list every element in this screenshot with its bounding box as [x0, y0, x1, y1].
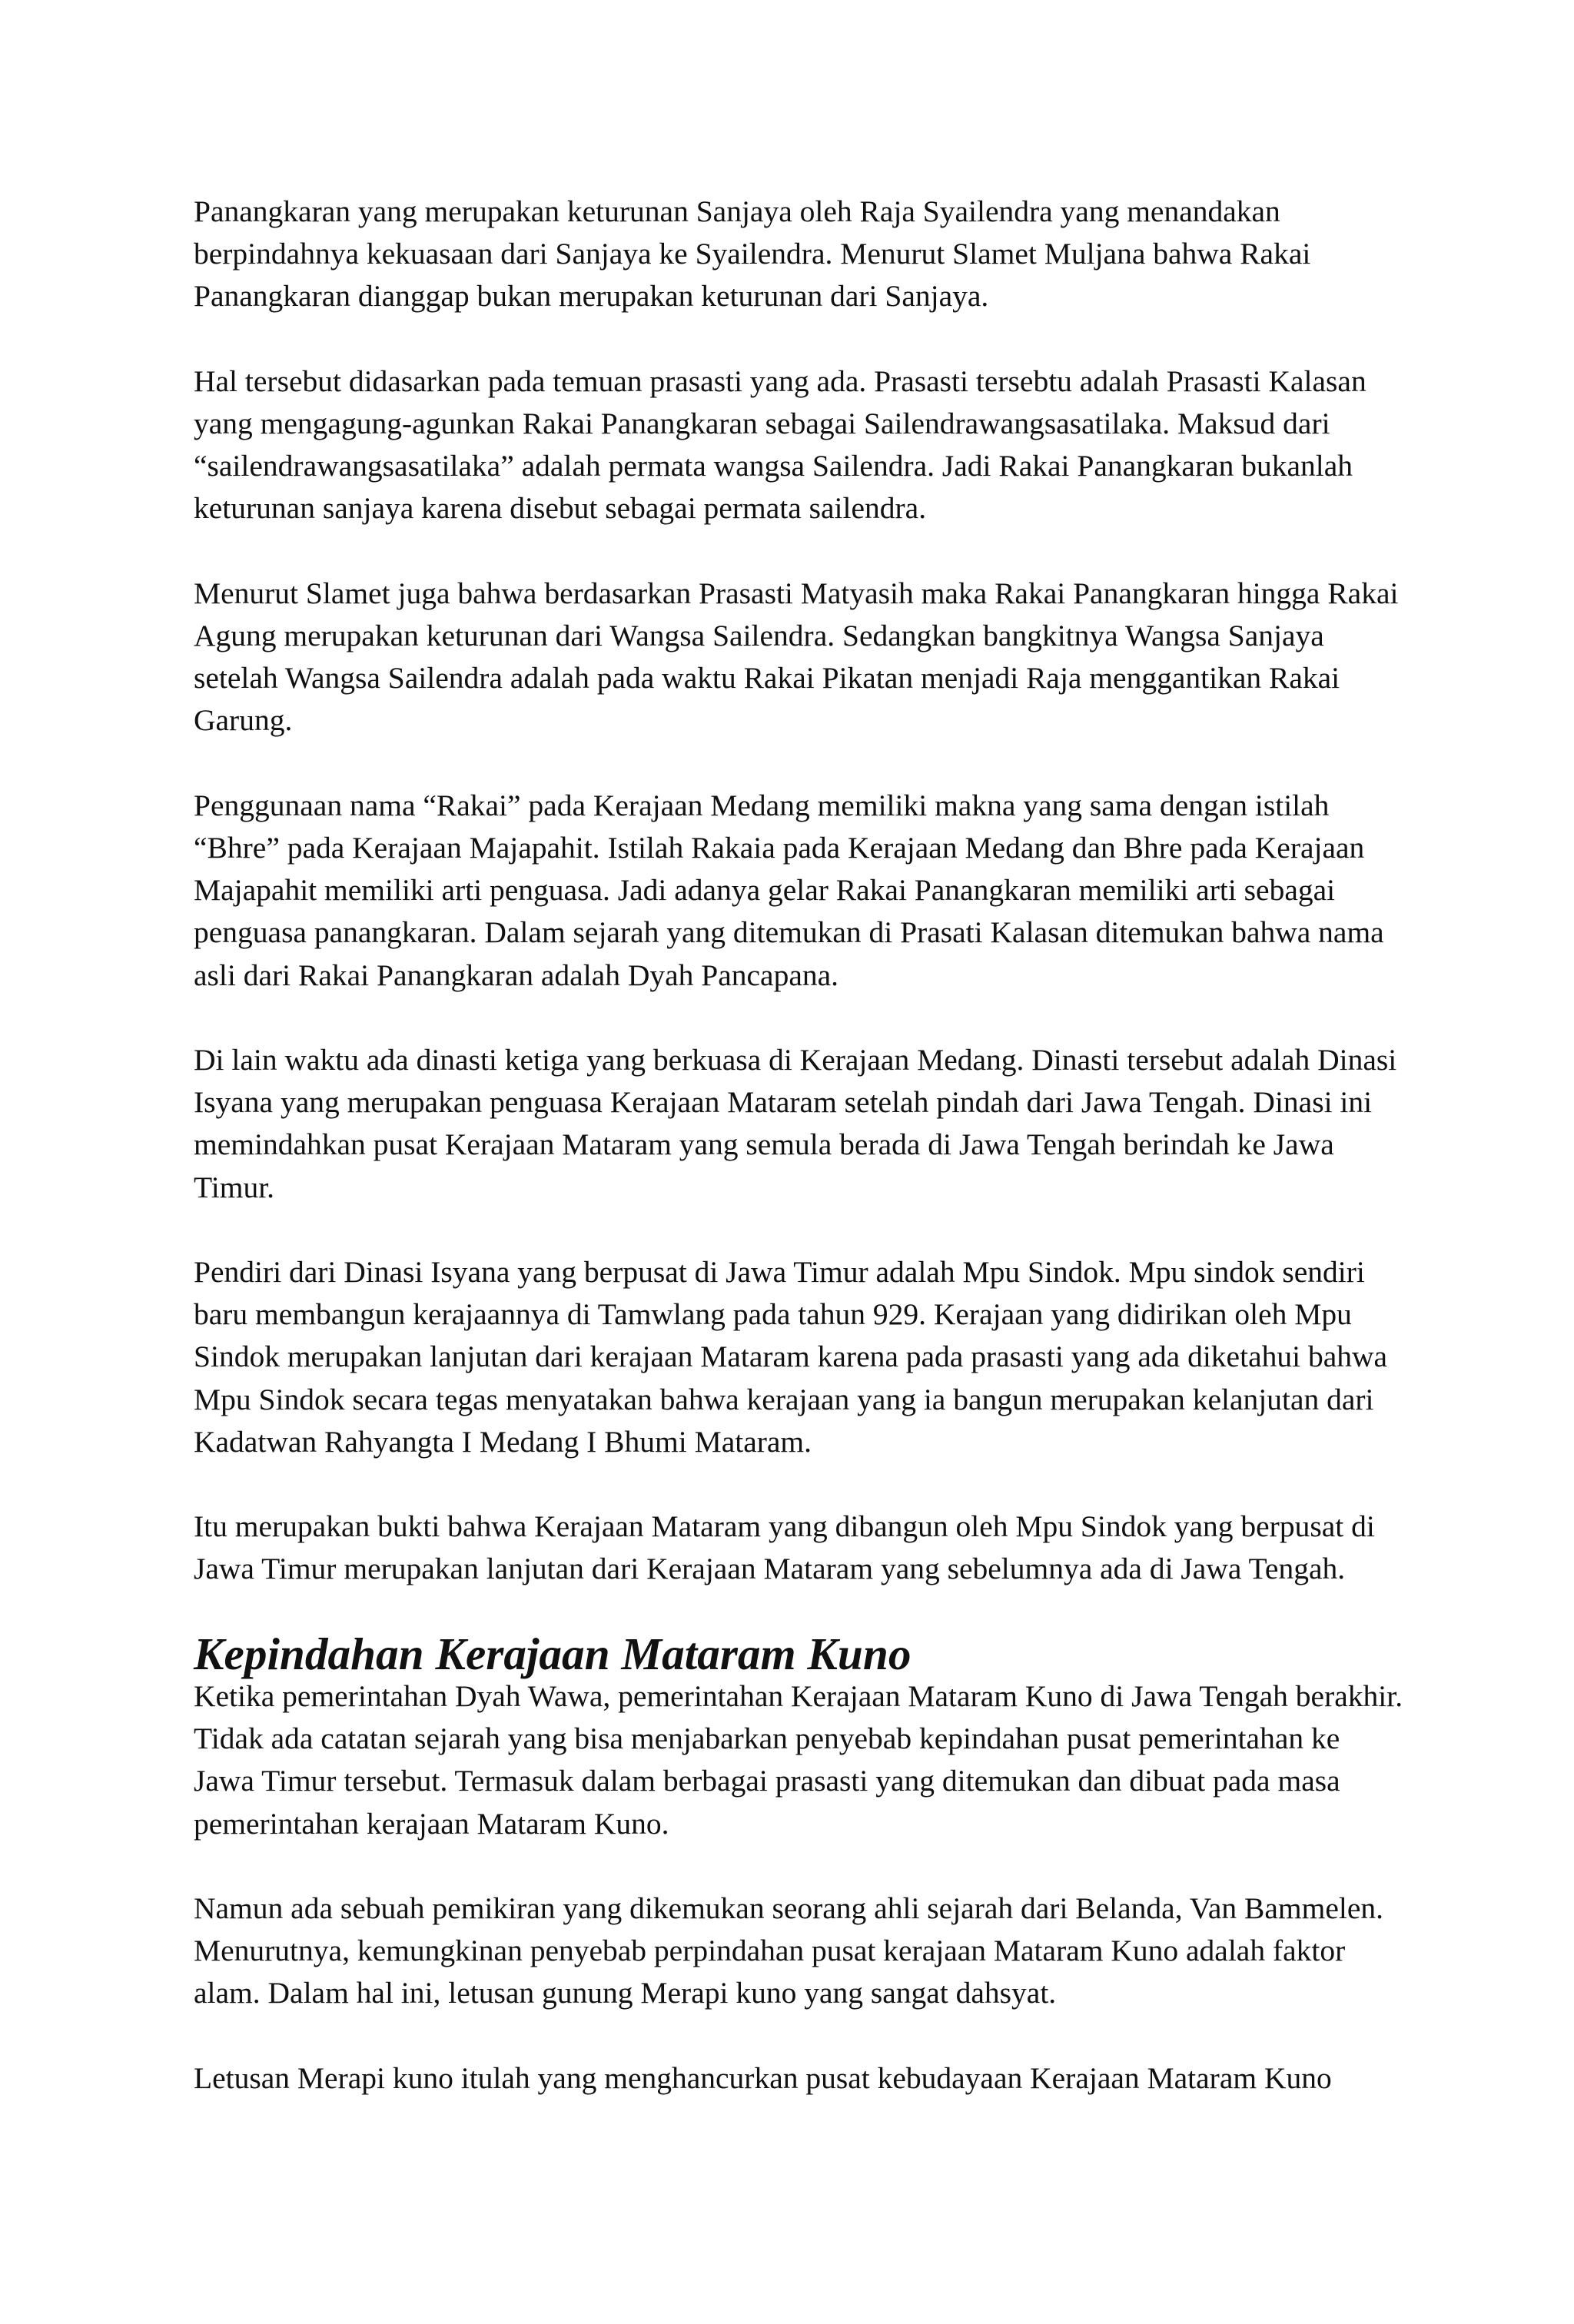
paragraph-1: Panangkaran yang merupakan keturunan Sanjaya oleh Raja Syailendra yang menandakan berpindahnya kekuasaan dari Sanjaya ke Syailendra. Menurut Slamet Muljana bahwa Rakai Panangkaran dianggap bukan merupakan keturunan dari Sanjaya. — [194, 194, 1311, 314]
paragraph-9: Namun ada sebuah pemikiran yang dikemukan seorang ahli sejarah dari Belanda, Van Bammelen. Menurutnya, kemungkinan penyebab perpindahan pusat kerajaan Mataram Kuno adalah faktor alam. Dalam hal ini, letusan gunung Merapi kuno yang sangat dahsyat. — [194, 1891, 1384, 2010]
paragraph-2: Hal tersebut didasarkan pada temuan prasasti yang ada. Prasasti tersebtu adalah Prasasti Kalasan yang mengagung-agunkan Rakai Panangkaran sebagai Sailendrawangsasatilaka. Maksud dari “sailendrawangsasatilaka” adalah permata wangsa Sailendra. Jadi Rakai Panangkaran bukanlah keturunan sanjaya karena disebut sebagai permata sailendra. — [194, 364, 1366, 526]
paragraph-3: Menurut Slamet juga bahwa berdasarkan Prasasti Matyasih maka Rakai Panangkaran hingga Rakai Agung merupakan keturunan dari Wangsa Sailendra. Sedangkan bangkitnya Wangsa Sanjaya setelah Wangsa Sailendra adalah pada waktu Rakai Pikatan menjadi Raja menggantikan Rakai Garung. — [194, 576, 1399, 738]
section-heading: Kepindahan Kerajaan Mataram Kuno — [194, 1628, 912, 1679]
paragraph-4: Penggunaan nama “Rakai” pada Kerajaan Medang memiliki makna yang sama dengan istilah “Bhre” pada Kerajaan Majapahit. Istilah Rakaia pada Kerajaan Medang dan Bhre pada Kerajaan Majapahit memiliki arti penguasa. Jadi adanya gelar Rakai Panangkaran memiliki arti sebagai penguasa panangkaran. Dalam sejarah yang ditemukan di Prasati Kalasan ditemukan bahwa nama asli dari Rakai Panangkaran adalah Dyah Pancapana. — [194, 788, 1384, 992]
document-body — [194, 191, 1408, 2100]
paragraph-8: Ketika pemerintahan Dyah Wawa, pemerintahan Kerajaan Mataram Kuno di Jawa Tengah berakhir. Tidak ada catatan sejarah yang bisa menjabarkan penyebab kepindahan pusat pemerintahan ke Jawa Timur tersebut. Termasuk dalam berbagai prasasti yang ditemukan dan dibuat pada masa pemerintahan kerajaan Mataram Kuno. — [194, 1679, 1403, 1841]
paragraph-10: Letusan Merapi kuno itulah yang menghancurkan pusat kebudayaan Kerajaan Mataram Kuno — [194, 2060, 1332, 2095]
paragraph-5: Di lain waktu ada dinasti ketiga yang berkuasa di Kerajaan Medang. Dinasti tersebut adalah Dinasi Isyana yang merupakan penguasa Kerajaan Mataram setelah pindah dari Jawa Tengah. Dinasi ini memindahkan pusat Kerajaan Mataram yang semula berada di Jawa Tengah berindah ke Jawa Timur. — [194, 1043, 1397, 1204]
paragraph-7: Itu merupakan bukti bahwa Kerajaan Mataram yang dibangun oleh Mpu Sindok yang berpusat di Jawa Timur merupakan lanjutan dari Kerajaan Mataram yang sebelumnya ada di Jawa Tengah. — [194, 1509, 1375, 1586]
paragraph-6: Pendiri dari Dinasi Isyana yang berpusat di Jawa Timur adalah Mpu Sindok. Mpu sindok sendiri baru membangun kerajaannya di Tamwlang pada tahun 929. Kerajaan yang didirikan oleh Mpu Sindok merupakan lanjutan dari kerajaan Mataram karena pada prasasti yang ada diketahui bahwa Mpu Sindok secara tegas menyatakan bahwa kerajaan yang ia bangun merupakan kelanjutan dari Kadatwan Rahyangta I Medang I Bhumi Mataram. — [194, 1255, 1388, 1459]
